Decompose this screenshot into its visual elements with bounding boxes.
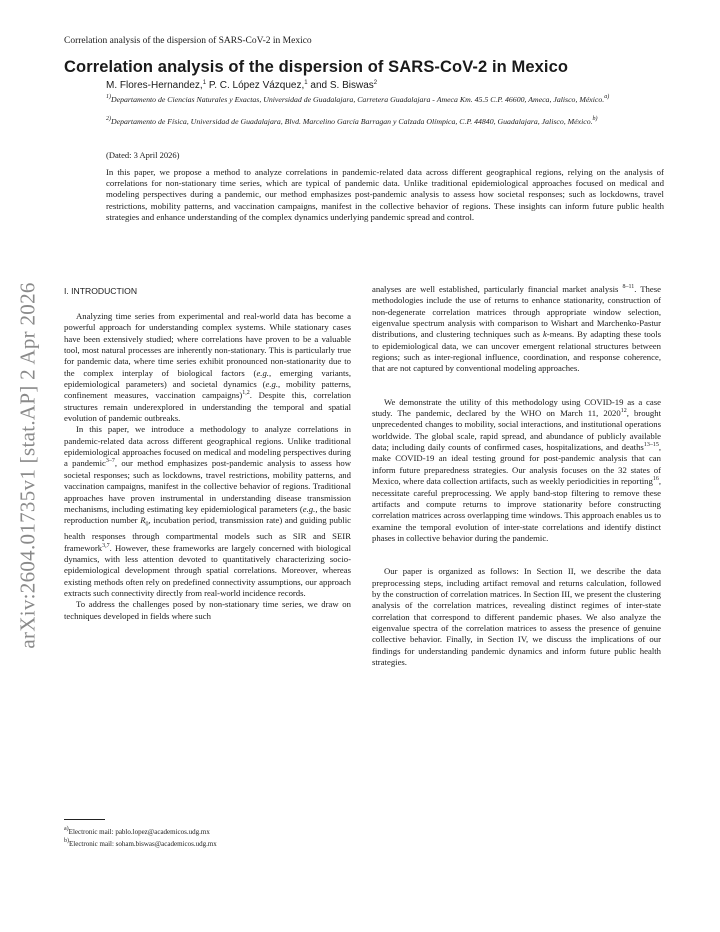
citation: 3–7 — [105, 458, 115, 465]
author-1: M. Flores-Hernandez, — [106, 80, 203, 91]
eg-italic: e.g. — [302, 503, 316, 514]
citation: 12 — [620, 408, 627, 415]
r0-subscript: 0 — [145, 521, 149, 528]
text-run: , brought unprecedented changes to mobility, social interactions, and institutional operations worldwide. The global scale, rapid spread, and abundance of publicly available data; including daily counts of confirmed cases, hospitalizations, and deaths — [372, 408, 661, 453]
intro-paragraph-1 — [64, 311, 351, 424]
text-run: . Despite this, correlation structures remain underexplored in understanding the temporal and spatial evolution of pandemic outbreaks. — [64, 390, 351, 424]
eg-italic: e.g. — [265, 379, 279, 390]
author-2: P. C. López Vázquez, — [206, 80, 305, 91]
text-run: We demonstrate the utility of this methodology using COVID-19 as a case study. The pandemic, declared by the WHO on March 11, 2020 — [372, 396, 661, 419]
citation: 3,7 — [102, 542, 110, 549]
text-run: analyses are well established, particularly financial market analysis — [372, 284, 623, 294]
r0-symbol: R — [140, 515, 146, 526]
text-run: , mobility patterns, confinement measures, vaccination campaigns) — [64, 379, 351, 401]
footnote-rule — [64, 819, 105, 820]
author-2-affil: 1 — [304, 80, 308, 86]
footnote-mark: b) — [64, 838, 69, 844]
text-run: In this paper, we introduce a methodology to analyze correlations in pandemic-related data across different geographical regions. Unlike traditional epidemiological approaches focused on medical and modeling perspectives during a pandemic — [64, 424, 351, 469]
footnote-text: Electronic mail: pablo.lopez@academicos.udg.mx — [68, 828, 210, 836]
affiliation-1 — [106, 95, 666, 106]
section-heading-introduction: I. INTRODUCTION — [64, 286, 138, 296]
eg-italic: e.g. — [256, 367, 269, 378]
citation: 13–15 — [643, 442, 659, 449]
author-3: and S. Biswas — [307, 80, 374, 91]
intro-paragraph-4 — [372, 284, 661, 375]
text-run: , the basic reproduction number — [64, 503, 351, 526]
text-run: , make COVID-19 an ideal testing ground for post-pandemic analysis that can inform future preparedness strategies. Our analysis focuses on the 32 states of Mexico, where data collection artifacts, such as weekly periodicities in reporting — [372, 442, 661, 487]
text-run: , necessitate careful preprocessing. We apply band-stop filtering to remove these artifacts and compute returns to improve stationarity before constructing correlation matrices across overlapping time windows. This approach enables us to examine the temporal evolution of inter-state correlations and identify distinct phases in collective behavior during the pandemic. — [372, 476, 661, 543]
running-head: Correlation analysis of the dispersion of SARS-CoV-2 in Mexico — [64, 36, 312, 46]
dated-line: (Dated: 3 April 2026) — [106, 150, 180, 160]
right-column — [372, 284, 661, 668]
text-run: , emerging variants, epidemiological parameters) and societal dynamics ( — [64, 367, 351, 390]
text-run: , incubation period, transmission rate) and guiding public health responses through compartmental models such as SIR and SEIR framework — [64, 515, 351, 553]
affiliation-1-num: 1) — [106, 94, 111, 100]
author-3-affil: 2 — [373, 80, 378, 86]
author-1-affil: 1 — [202, 80, 207, 86]
text-run: Analyzing time series from experimental and real-world data has become a powerful approach for understanding complex systems. While stationary cases have been extensively studied; where correlations have proven to be a valuable tool, most natural processes are inherently non-stationary. This is particularly true for pandemic data, where time series exhibit pronounced non-stationarity due to the complex interplay of biological factors ( — [64, 311, 351, 378]
text-run: . These methodologies include the use of returns to enhance stationarity, construction of non-degenerate correlation matrices through appropriate window selection, eigenvalue spectrum analysis with comparison to Wishart and Marchenko-Pastur distributions, and clustering techniques such as — [372, 284, 661, 340]
citation: 16 — [652, 476, 659, 483]
affiliation-2-num: 2) — [106, 116, 111, 122]
text-run: . However, these frameworks are largely concerned with biological dynamics, with less attention devoted to quantitatively characterizing socio-epidemiological development through spatial correlations. Moreover, whereas existing methods often rely on predefined connectivity assumptions, our approach extracts such connectivity directly from real-world incidence records. — [64, 542, 351, 598]
arxiv-stamp: arXiv:2604.01735v1 [stat.AP] 2 Apr 2026 — [15, 282, 40, 649]
paper-title: Correlation analysis of the dispersion of SARS-CoV-2 in Mexico — [64, 58, 569, 76]
text-run: -means. By adapting these tools to epidemiological data, we can uncover emergent relational structures between regions; such as inter-regional influence, coordination, and response coherence, that are not captured by conventional modeling approaches. — [372, 329, 661, 374]
affiliation-2-text: Departamento de Física, Universidad de Guadalajara, Blvd. Marcelino García Barragan y Calzada Olímpica, C.P. 44840, Guadalajara, Jalisco, México. — [111, 117, 593, 126]
intro-paragraph-5 — [372, 397, 661, 544]
citation: 1,2 — [242, 390, 250, 397]
affiliation-1-text: Departamento de Ciencias Naturales y Exactas, Universidad de Guadalajara, Carretera Guadalajara - Ameca Km. 45.5 C.P. 46600, Ameca, Jalisco, México. — [111, 95, 605, 104]
intro-paragraph-3: To address the challenges posed by non-stationary time series, we draw on techniques developed in fields where such — [64, 599, 351, 621]
left-column — [64, 311, 351, 622]
footnote-text: Electronic mail: soham.biswas@academicos.udg.mx — [69, 840, 217, 848]
affiliation-1-mark: a) — [604, 94, 610, 100]
abstract: In this paper, we propose a method to analyze correlations in pandemic-related data across different geographical regions, relying on the analysis of correlations for non-stationary time series, which are typical of pandemic data. Unlike traditional epidemiological approaches focused on medical and modeling perspectives during a pandemic, our method emphasizes post-pandemic analysis to assess how societal responses; such as lockdowns, travel restrictions, mobility patterns, and vaccination campaigns, manifest in the collective behavior of regions. These insights can inform future public health strategies and enhance understanding of the complex dynamics underlying pandemic spread and control. — [106, 167, 664, 222]
text-run: , our method emphasizes post-pandemic analysis to assess how societal responses; such as lockdowns, travel restrictions, mobility patterns, and vaccination campaigns, manifest in the collective behavior of regions. Traditional approaches have proven instrumental in understanding disease transmission mechanisms, including estimating key epidemiological parameters ( — [64, 458, 351, 514]
footnote-a — [64, 828, 210, 836]
author-list — [106, 80, 377, 91]
affiliation-2 — [106, 117, 666, 128]
citation: 8–11 — [622, 284, 635, 290]
intro-paragraph-6: Our paper is organized as follows: In Section II, we describe the data preprocessing steps, including artifact removal and returns calculation, followed by the construction of correlation matrices. In Section III, we present the clustering analysis of the correlation matrices, revealing distinct regimes of inter-state correlation that correspond to different pandemic phases. We also analyze the eigenvalue spectra of the correlation matrices to assess the presence of genuine collective behavior. Finally, in Section IV, we discuss the implications of our findings for understanding pandemic dynamics and inform future public health strategies. — [372, 566, 662, 667]
affiliation-2-mark: b) — [592, 116, 598, 122]
intro-paragraph-2 — [64, 424, 351, 599]
footnote-b — [64, 840, 217, 848]
k-italic: k — [542, 329, 547, 340]
footnote-mark: a) — [64, 826, 69, 832]
